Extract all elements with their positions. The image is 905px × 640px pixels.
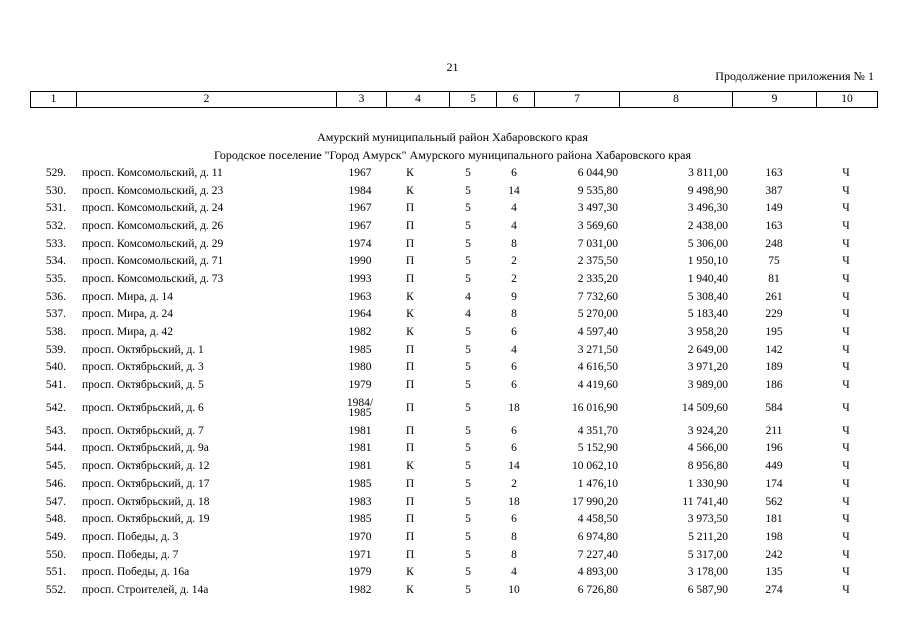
row-floors: 5 bbox=[465, 272, 471, 285]
row-floors: 5 bbox=[465, 255, 471, 268]
row-floors: 5 bbox=[465, 379, 471, 392]
row-floors: 5 bbox=[465, 184, 471, 197]
row-living-area: 14 509,60 bbox=[682, 401, 728, 414]
row-type: Ч bbox=[842, 343, 850, 356]
row-year: 1993 bbox=[348, 272, 372, 285]
table-row bbox=[30, 182, 877, 200]
row-year: 1982 bbox=[348, 583, 372, 596]
settlement-title: Городское поселение "Город Амурск" Амурского муниципального района Хабаровского края bbox=[214, 148, 691, 162]
row-residents: 75 bbox=[768, 255, 780, 268]
row-floors: 5 bbox=[465, 424, 471, 437]
row-address: просп. Октябрьский, д. 9а bbox=[82, 442, 209, 455]
table-row bbox=[30, 528, 877, 546]
row-type: Ч bbox=[842, 361, 850, 374]
table-row bbox=[30, 323, 877, 341]
row-total-area: 16 016,90 bbox=[572, 401, 618, 414]
row-address: просп. Октябрьский, д. 18 bbox=[82, 495, 210, 508]
row-material: П bbox=[405, 401, 415, 414]
row-year: 1967 bbox=[348, 219, 372, 232]
table-row bbox=[30, 270, 877, 288]
row-total-area: 17 990,20 bbox=[572, 495, 618, 508]
row-address: просп. Мира, д. 42 bbox=[82, 326, 174, 339]
row-total-area: 7 227,40 bbox=[577, 548, 618, 561]
row-residents: 186 bbox=[765, 379, 783, 392]
row-entrances: 6 bbox=[511, 513, 517, 526]
row-living-area: 3 496,30 bbox=[687, 202, 728, 215]
row-floors: 5 bbox=[465, 513, 471, 526]
row-total-area: 6 974,80 bbox=[577, 530, 618, 543]
row-number: 533. bbox=[45, 237, 66, 250]
row-year: 1971 bbox=[348, 548, 372, 561]
row-type: Ч bbox=[842, 219, 850, 232]
table-row bbox=[30, 164, 877, 182]
row-total-area: 2 335,20 bbox=[577, 272, 618, 285]
row-residents: 387 bbox=[765, 184, 783, 197]
row-material: К bbox=[406, 460, 414, 473]
row-address: просп. Победы, д. 16а bbox=[82, 566, 190, 579]
table-row bbox=[30, 235, 877, 253]
row-floors: 5 bbox=[465, 530, 471, 543]
row-entrances: 6 bbox=[511, 424, 517, 437]
row-living-area: 3 178,00 bbox=[687, 566, 728, 579]
row-residents: 242 bbox=[765, 548, 783, 561]
row-residents: 142 bbox=[765, 343, 783, 356]
row-entrances: 6 bbox=[511, 361, 517, 374]
row-number: 550. bbox=[45, 548, 66, 561]
row-type: Ч bbox=[842, 166, 850, 179]
row-entrances: 4 bbox=[511, 566, 517, 579]
row-entrances: 6 bbox=[511, 379, 517, 392]
row-entrances: 2 bbox=[511, 272, 517, 285]
row-residents: 135 bbox=[765, 566, 783, 579]
row-type: Ч bbox=[842, 401, 850, 414]
row-material: К bbox=[406, 566, 414, 579]
row-living-area: 3 958,20 bbox=[687, 326, 728, 339]
row-material: П bbox=[405, 477, 415, 490]
row-address: просп. Комсомольский, д. 24 bbox=[82, 202, 224, 215]
row-type: Ч bbox=[842, 237, 850, 250]
row-year: 1985 bbox=[348, 343, 372, 356]
row-number: 531. bbox=[45, 202, 66, 215]
row-number: 536. bbox=[45, 290, 66, 303]
row-living-area: 5 183,40 bbox=[687, 308, 728, 321]
row-number: 543. bbox=[45, 424, 66, 437]
row-total-area: 5 152,90 bbox=[577, 442, 618, 455]
row-address: просп. Победы, д. 3 bbox=[82, 530, 179, 543]
row-total-area: 10 062,10 bbox=[572, 460, 618, 473]
row-total-area: 2 375,50 bbox=[577, 255, 618, 268]
row-address: просп. Октябрьский, д. 3 bbox=[82, 361, 204, 374]
row-year: 1981 bbox=[348, 424, 372, 437]
table-row bbox=[30, 376, 877, 394]
row-living-area: 5 306,00 bbox=[687, 237, 728, 250]
row-living-area: 1 950,10 bbox=[687, 255, 728, 268]
row-address: просп. Октябрьский, д. 5 bbox=[82, 379, 204, 392]
row-residents: 181 bbox=[765, 513, 783, 526]
row-address: просп. Победы, д. 7 bbox=[82, 548, 179, 561]
row-residents: 248 bbox=[765, 237, 783, 250]
row-entrances: 14 bbox=[508, 184, 520, 197]
row-type: Ч bbox=[842, 583, 850, 596]
row-number: 529. bbox=[45, 166, 66, 179]
header-col-9: 9 bbox=[733, 92, 817, 108]
row-living-area: 3 971,20 bbox=[687, 361, 728, 374]
row-number: 537. bbox=[45, 308, 66, 321]
row-entrances: 8 bbox=[511, 308, 517, 321]
row-material: К bbox=[406, 583, 414, 596]
row-type: Ч bbox=[842, 379, 850, 392]
row-entrances: 6 bbox=[511, 166, 517, 179]
row-living-area: 5 317,00 bbox=[687, 548, 728, 561]
row-year: 1984/ 1985 bbox=[346, 396, 374, 419]
row-type: Ч bbox=[842, 460, 850, 473]
table-row bbox=[30, 563, 877, 581]
row-type: Ч bbox=[842, 184, 850, 197]
row-residents: 211 bbox=[765, 424, 783, 437]
table-row bbox=[30, 359, 877, 377]
row-material: К bbox=[406, 308, 414, 321]
row-number: 542. bbox=[45, 401, 66, 414]
row-year: 1990 bbox=[348, 255, 372, 268]
row-year: 1985 bbox=[348, 477, 372, 490]
row-number: 546. bbox=[45, 477, 66, 490]
row-address: просп. Комсомольский, д. 26 bbox=[82, 219, 224, 232]
column-number-header bbox=[30, 91, 878, 108]
row-material: К bbox=[406, 166, 414, 179]
header-col-4: 4 bbox=[387, 92, 450, 108]
row-entrances: 6 bbox=[511, 442, 517, 455]
row-material: П bbox=[405, 272, 415, 285]
header-col-10: 10 bbox=[817, 92, 878, 108]
row-floors: 5 bbox=[465, 477, 471, 490]
row-address: просп. Мира, д. 24 bbox=[82, 308, 174, 321]
row-number: 547. bbox=[45, 495, 66, 508]
row-entrances: 4 bbox=[511, 202, 517, 215]
row-total-area: 6 044,90 bbox=[577, 166, 618, 179]
continuation-label: Продолжение приложения № 1 bbox=[715, 69, 874, 83]
row-floors: 5 bbox=[465, 202, 471, 215]
row-number: 551. bbox=[45, 566, 66, 579]
row-residents: 229 bbox=[765, 308, 783, 321]
row-total-area: 4 351,70 bbox=[577, 424, 618, 437]
row-type: Ч bbox=[842, 530, 850, 543]
row-address: просп. Октябрьский, д. 12 bbox=[82, 460, 210, 473]
row-living-area: 3 973,50 bbox=[687, 513, 728, 526]
region-title: Амурский муниципальный район Хабаровского края bbox=[317, 130, 588, 144]
row-year: 1984 bbox=[348, 184, 372, 197]
header-col-5: 5 bbox=[450, 92, 497, 108]
row-material: П bbox=[405, 219, 415, 232]
row-number: 538. bbox=[45, 326, 66, 339]
row-type: Ч bbox=[842, 495, 850, 508]
row-floors: 5 bbox=[465, 566, 471, 579]
row-year: 1983 bbox=[348, 495, 372, 508]
row-number: 534. bbox=[45, 255, 66, 268]
row-address: просп. Строителей, д. 14а bbox=[82, 583, 209, 596]
table-row bbox=[30, 546, 877, 564]
row-number: 532. bbox=[45, 219, 66, 232]
row-address: просп. Комсомольский, д. 29 bbox=[82, 237, 224, 250]
row-residents: 449 bbox=[765, 460, 783, 473]
row-floors: 5 bbox=[465, 237, 471, 250]
row-living-area: 5 308,40 bbox=[687, 290, 728, 303]
row-year: 1970 bbox=[348, 530, 372, 543]
table-row bbox=[30, 306, 877, 324]
header-col-1: 1 bbox=[31, 92, 77, 108]
row-material: П bbox=[405, 495, 415, 508]
row-number: 544. bbox=[45, 442, 66, 455]
row-residents: 174 bbox=[765, 477, 783, 490]
row-floors: 5 bbox=[465, 166, 471, 179]
table-row bbox=[30, 493, 877, 511]
row-total-area: 3 497,30 bbox=[577, 202, 618, 215]
row-material: П bbox=[405, 548, 415, 561]
row-address: просп. Мира, д. 14 bbox=[82, 290, 174, 303]
row-year: 1980 bbox=[348, 361, 372, 374]
row-address: просп. Комсомольский, д. 71 bbox=[82, 255, 224, 268]
row-type: Ч bbox=[842, 202, 850, 215]
row-entrances: 4 bbox=[511, 343, 517, 356]
row-floors: 5 bbox=[465, 548, 471, 561]
row-living-area: 2 649,00 bbox=[687, 343, 728, 356]
row-year: 1979 bbox=[348, 566, 372, 579]
row-entrances: 2 bbox=[511, 477, 517, 490]
row-living-area: 1 940,40 bbox=[687, 272, 728, 285]
table-row bbox=[30, 217, 877, 235]
header-col-3: 3 bbox=[337, 92, 387, 108]
row-material: К bbox=[406, 326, 414, 339]
table-row bbox=[30, 440, 877, 458]
row-residents: 163 bbox=[765, 166, 783, 179]
row-entrances: 2 bbox=[511, 255, 517, 268]
row-number: 535. bbox=[45, 272, 66, 285]
row-type: Ч bbox=[842, 513, 850, 526]
row-address: просп. Комсомольский, д. 73 bbox=[82, 272, 224, 285]
row-type: Ч bbox=[842, 442, 850, 455]
row-material: П bbox=[405, 361, 415, 374]
row-residents: 81 bbox=[768, 272, 780, 285]
row-material: П bbox=[405, 237, 415, 250]
row-type: Ч bbox=[842, 477, 850, 490]
row-living-area: 11 741,40 bbox=[682, 495, 728, 508]
row-entrances: 14 bbox=[508, 460, 520, 473]
page-number: 21 bbox=[446, 60, 459, 74]
row-floors: 5 bbox=[465, 460, 471, 473]
row-material: П bbox=[405, 343, 415, 356]
row-number: 541. bbox=[45, 379, 66, 392]
row-material: П bbox=[405, 513, 415, 526]
row-type: Ч bbox=[842, 548, 850, 561]
row-type: Ч bbox=[842, 308, 850, 321]
table-row bbox=[30, 252, 877, 270]
row-material: П bbox=[405, 379, 415, 392]
row-total-area: 1 476,10 bbox=[577, 477, 618, 490]
table-row bbox=[30, 475, 877, 493]
table-row bbox=[30, 422, 877, 440]
row-number: 539. bbox=[45, 343, 66, 356]
row-residents: 163 bbox=[765, 219, 783, 232]
row-total-area: 4 893,00 bbox=[577, 566, 618, 579]
row-material: П bbox=[405, 255, 415, 268]
row-address: просп. Октябрьский, д. 7 bbox=[82, 424, 204, 437]
row-living-area: 6 587,90 bbox=[687, 583, 728, 596]
row-living-area: 2 438,00 bbox=[687, 219, 728, 232]
row-living-area: 5 211,20 bbox=[688, 530, 728, 543]
row-residents: 189 bbox=[765, 361, 783, 374]
row-year: 1981 bbox=[348, 442, 372, 455]
header-col-6: 6 bbox=[497, 92, 535, 108]
row-type: Ч bbox=[842, 566, 850, 579]
row-total-area: 5 270,00 bbox=[577, 308, 618, 321]
row-type: Ч bbox=[842, 424, 850, 437]
row-total-area: 4 458,50 bbox=[577, 513, 618, 526]
table-row bbox=[30, 288, 877, 306]
row-floors: 5 bbox=[465, 343, 471, 356]
row-total-area: 7 732,60 bbox=[577, 290, 618, 303]
header-col-2: 2 bbox=[77, 92, 337, 108]
row-material: П bbox=[405, 530, 415, 543]
row-year: 1985 bbox=[348, 513, 372, 526]
row-residents: 198 bbox=[765, 530, 783, 543]
row-entrances: 8 bbox=[511, 237, 517, 250]
row-living-area: 8 956,80 bbox=[687, 460, 728, 473]
row-total-area: 7 031,00 bbox=[577, 237, 618, 250]
row-year: 1974 bbox=[348, 237, 372, 250]
row-living-area: 3 924,20 bbox=[687, 424, 728, 437]
row-living-area: 3 811,00 bbox=[688, 166, 728, 179]
row-year: 1967 bbox=[348, 202, 372, 215]
row-address: просп. Комсомольский, д. 23 bbox=[82, 184, 224, 197]
row-address: просп. Октябрьский, д. 19 bbox=[82, 513, 210, 526]
row-number: 530. bbox=[45, 184, 66, 197]
row-entrances: 8 bbox=[511, 530, 517, 543]
row-total-area: 9 535,80 bbox=[577, 184, 618, 197]
row-material: К bbox=[406, 184, 414, 197]
row-number: 545. bbox=[45, 460, 66, 473]
row-entrances: 18 bbox=[508, 495, 520, 508]
row-entrances: 18 bbox=[508, 401, 520, 414]
row-entrances: 6 bbox=[511, 326, 517, 339]
row-year: 1981 bbox=[348, 460, 372, 473]
row-material: П bbox=[405, 442, 415, 455]
row-material: П bbox=[405, 424, 415, 437]
row-residents: 584 bbox=[765, 401, 783, 414]
row-total-area: 6 726,80 bbox=[577, 583, 618, 596]
row-type: Ч bbox=[842, 255, 850, 268]
row-entrances: 4 bbox=[511, 219, 517, 232]
row-floors: 4 bbox=[465, 308, 471, 321]
row-address: просп. Октябрьский, д. 6 bbox=[82, 401, 204, 414]
row-year: 1979 bbox=[348, 379, 372, 392]
row-number: 548. bbox=[45, 513, 66, 526]
row-floors: 5 bbox=[465, 361, 471, 374]
row-year: 1967 bbox=[348, 166, 372, 179]
row-living-area: 4 566,00 bbox=[687, 442, 728, 455]
row-address: просп. Комсомольский, д. 11 bbox=[82, 166, 223, 179]
row-residents: 562 bbox=[765, 495, 783, 508]
row-residents: 149 bbox=[765, 202, 783, 215]
row-total-area: 4 597,40 bbox=[577, 326, 618, 339]
row-address: просп. Октябрьский, д. 17 bbox=[82, 477, 210, 490]
row-floors: 5 bbox=[465, 583, 471, 596]
row-floors: 5 bbox=[465, 495, 471, 508]
row-type: Ч bbox=[842, 272, 850, 285]
row-residents: 261 bbox=[765, 290, 783, 303]
row-type: Ч bbox=[842, 290, 850, 303]
row-entrances: 8 bbox=[511, 548, 517, 561]
table-row bbox=[30, 581, 877, 599]
table-row bbox=[30, 199, 877, 217]
row-residents: 196 bbox=[765, 442, 783, 455]
row-year: 1982 bbox=[348, 326, 372, 339]
row-number: 552. bbox=[45, 583, 66, 596]
row-floors: 5 bbox=[465, 219, 471, 232]
row-floors: 5 bbox=[465, 401, 471, 414]
row-type: Ч bbox=[842, 326, 850, 339]
building-list bbox=[30, 164, 877, 599]
row-year: 1963 bbox=[348, 290, 372, 303]
row-entrances: 9 bbox=[511, 290, 517, 303]
row-living-area: 9 498,90 bbox=[687, 184, 728, 197]
row-total-area: 3 569,60 bbox=[577, 219, 618, 232]
row-total-area: 4 616,50 bbox=[577, 361, 618, 374]
row-living-area: 1 330,90 bbox=[687, 477, 728, 490]
row-material: К bbox=[406, 290, 414, 303]
row-floors: 5 bbox=[465, 326, 471, 339]
row-entrances: 10 bbox=[508, 583, 520, 596]
row-floors: 4 bbox=[465, 290, 471, 303]
row-number: 540. bbox=[45, 361, 66, 374]
row-floors: 5 bbox=[465, 442, 471, 455]
row-residents: 274 bbox=[765, 583, 783, 596]
row-number: 549. bbox=[45, 530, 66, 543]
row-address: просп. Октябрьский, д. 1 bbox=[82, 343, 204, 356]
header-col-7: 7 bbox=[535, 92, 620, 108]
row-residents: 195 bbox=[765, 326, 783, 339]
row-year: 1964 bbox=[348, 308, 372, 321]
table-row bbox=[30, 510, 877, 528]
table-row bbox=[30, 341, 877, 359]
table-row bbox=[30, 394, 877, 422]
row-material: П bbox=[405, 202, 415, 215]
row-total-area: 4 419,60 bbox=[577, 379, 618, 392]
row-living-area: 3 989,00 bbox=[687, 379, 728, 392]
header-col-8: 8 bbox=[620, 92, 733, 108]
table-row bbox=[30, 457, 877, 475]
row-total-area: 3 271,50 bbox=[577, 343, 618, 356]
